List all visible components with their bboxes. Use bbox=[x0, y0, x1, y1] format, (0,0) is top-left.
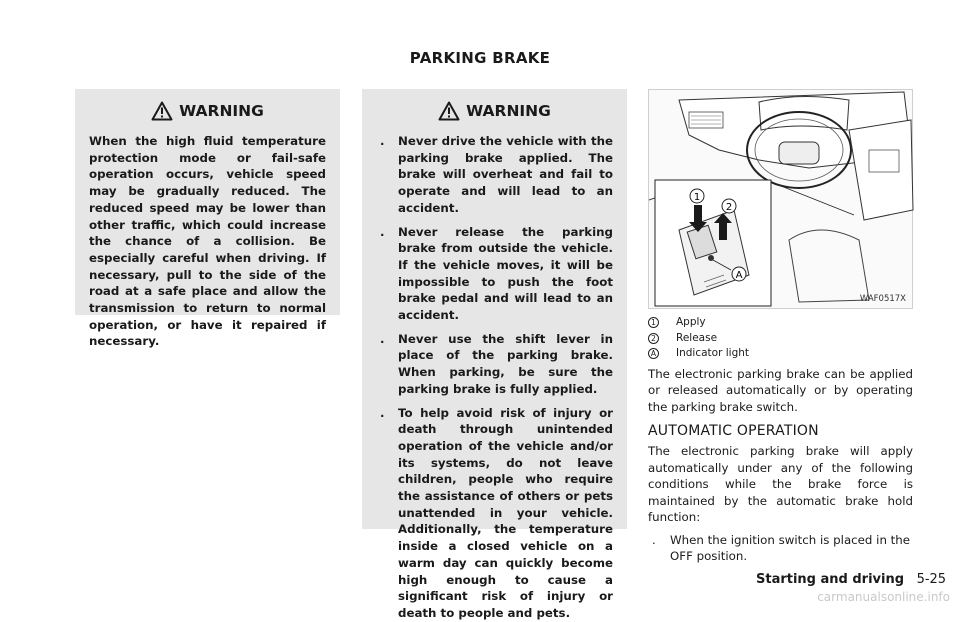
watermark: carmanualsonline.info bbox=[817, 590, 950, 604]
bullet-text: To help avoid risk of injury or death through unintended operation of the vehicle and/or its systems, do not leave children, people who require the assistance of others or pets unattended in your vehicle. Additionally, the temperature inside a closed vehicle on a warm day can quickly become high enough to cause a significant risk of injury or death to people and pets. bbox=[398, 405, 613, 620]
legend-key: 2 bbox=[648, 333, 659, 344]
legend-item bbox=[648, 331, 913, 347]
warning-text: When the high fluid temperature protection mode or fail-safe operation occurs, vehicle speed may be gradually reduced. The reduced speed may be lower than other traffic, which could increase the chance of a collision. Be especially careful when driving. If necessary, pull to the side of the road at a safe place and allow the transmission to return to normal operation, or have it repaired if necessary. bbox=[89, 134, 326, 349]
legend-label: Indicator light bbox=[676, 347, 750, 359]
page-number: 5-25 bbox=[916, 572, 947, 587]
right-column bbox=[648, 89, 913, 565]
section-title: PARKING BRAKE bbox=[409, 49, 551, 67]
bullet-text: When the ignition switch is placed in the OFF position. bbox=[670, 532, 911, 563]
page-footer bbox=[756, 572, 946, 587]
bullet-text: Never drive the vehicle with the parking brake applied. The brake will overheat and fail to operate and will lead to an accident. bbox=[398, 134, 613, 215]
legend-item bbox=[648, 315, 913, 331]
figure-id: WAF0517X bbox=[859, 294, 906, 304]
intro-paragraph: The electronic parking brake can be applied or released automatically or by operating the parking brake switch. bbox=[648, 366, 913, 414]
warning-box-parking-brake bbox=[362, 89, 627, 620]
body-paragraph: The electronic parking brake will apply automatically under any of the following conditions while the brake force is maintained by the automatic brake hold function: bbox=[648, 444, 913, 524]
bullet-dot: . bbox=[380, 224, 385, 239]
legend-label: Apply bbox=[676, 316, 706, 328]
warning-bullet bbox=[376, 133, 613, 217]
bullet-dot: . bbox=[380, 405, 385, 420]
bullet-text: Never use the shift lever in place of the parking brake. When parking, be sure the parking brake is fully applied. bbox=[398, 331, 613, 396]
warning-bullet bbox=[376, 331, 613, 398]
legend-key: A bbox=[648, 348, 659, 359]
warning-bullet bbox=[376, 224, 613, 324]
warning-box-fluid-temperature bbox=[75, 89, 340, 349]
body-bullet bbox=[648, 532, 913, 565]
footer-section: Starting and driving bbox=[756, 572, 905, 587]
warning-bullet bbox=[376, 405, 613, 622]
warning-triangle-icon bbox=[151, 101, 173, 121]
warning-triangle-icon bbox=[438, 101, 460, 121]
bullet-dot: . bbox=[380, 331, 385, 346]
dashboard-illustration bbox=[649, 90, 914, 310]
warning-heading: WARNING bbox=[179, 102, 264, 120]
warning-header bbox=[89, 101, 326, 121]
legend-label: Release bbox=[676, 331, 718, 344]
callout-1: 1 bbox=[693, 192, 701, 203]
subheading: AUTOMATIC OPERATION bbox=[648, 423, 819, 439]
warning-heading: WARNING bbox=[466, 102, 551, 120]
bullet-dot: . bbox=[652, 532, 656, 547]
bullet-text: Never release the parking brake from outside the vehicle. If the vehicle moves, it will be impossible to push the foot brake pedal and will lead to an accident. bbox=[398, 224, 613, 323]
callout-2: 2 bbox=[725, 202, 733, 213]
legend-item bbox=[648, 346, 913, 362]
warning-header bbox=[376, 101, 613, 121]
bullet-dot: . bbox=[380, 134, 385, 148]
figure-legend bbox=[648, 315, 913, 362]
legend-key: 1 bbox=[648, 317, 659, 328]
callout-a: A bbox=[735, 270, 743, 281]
parking-brake-figure bbox=[648, 89, 913, 309]
